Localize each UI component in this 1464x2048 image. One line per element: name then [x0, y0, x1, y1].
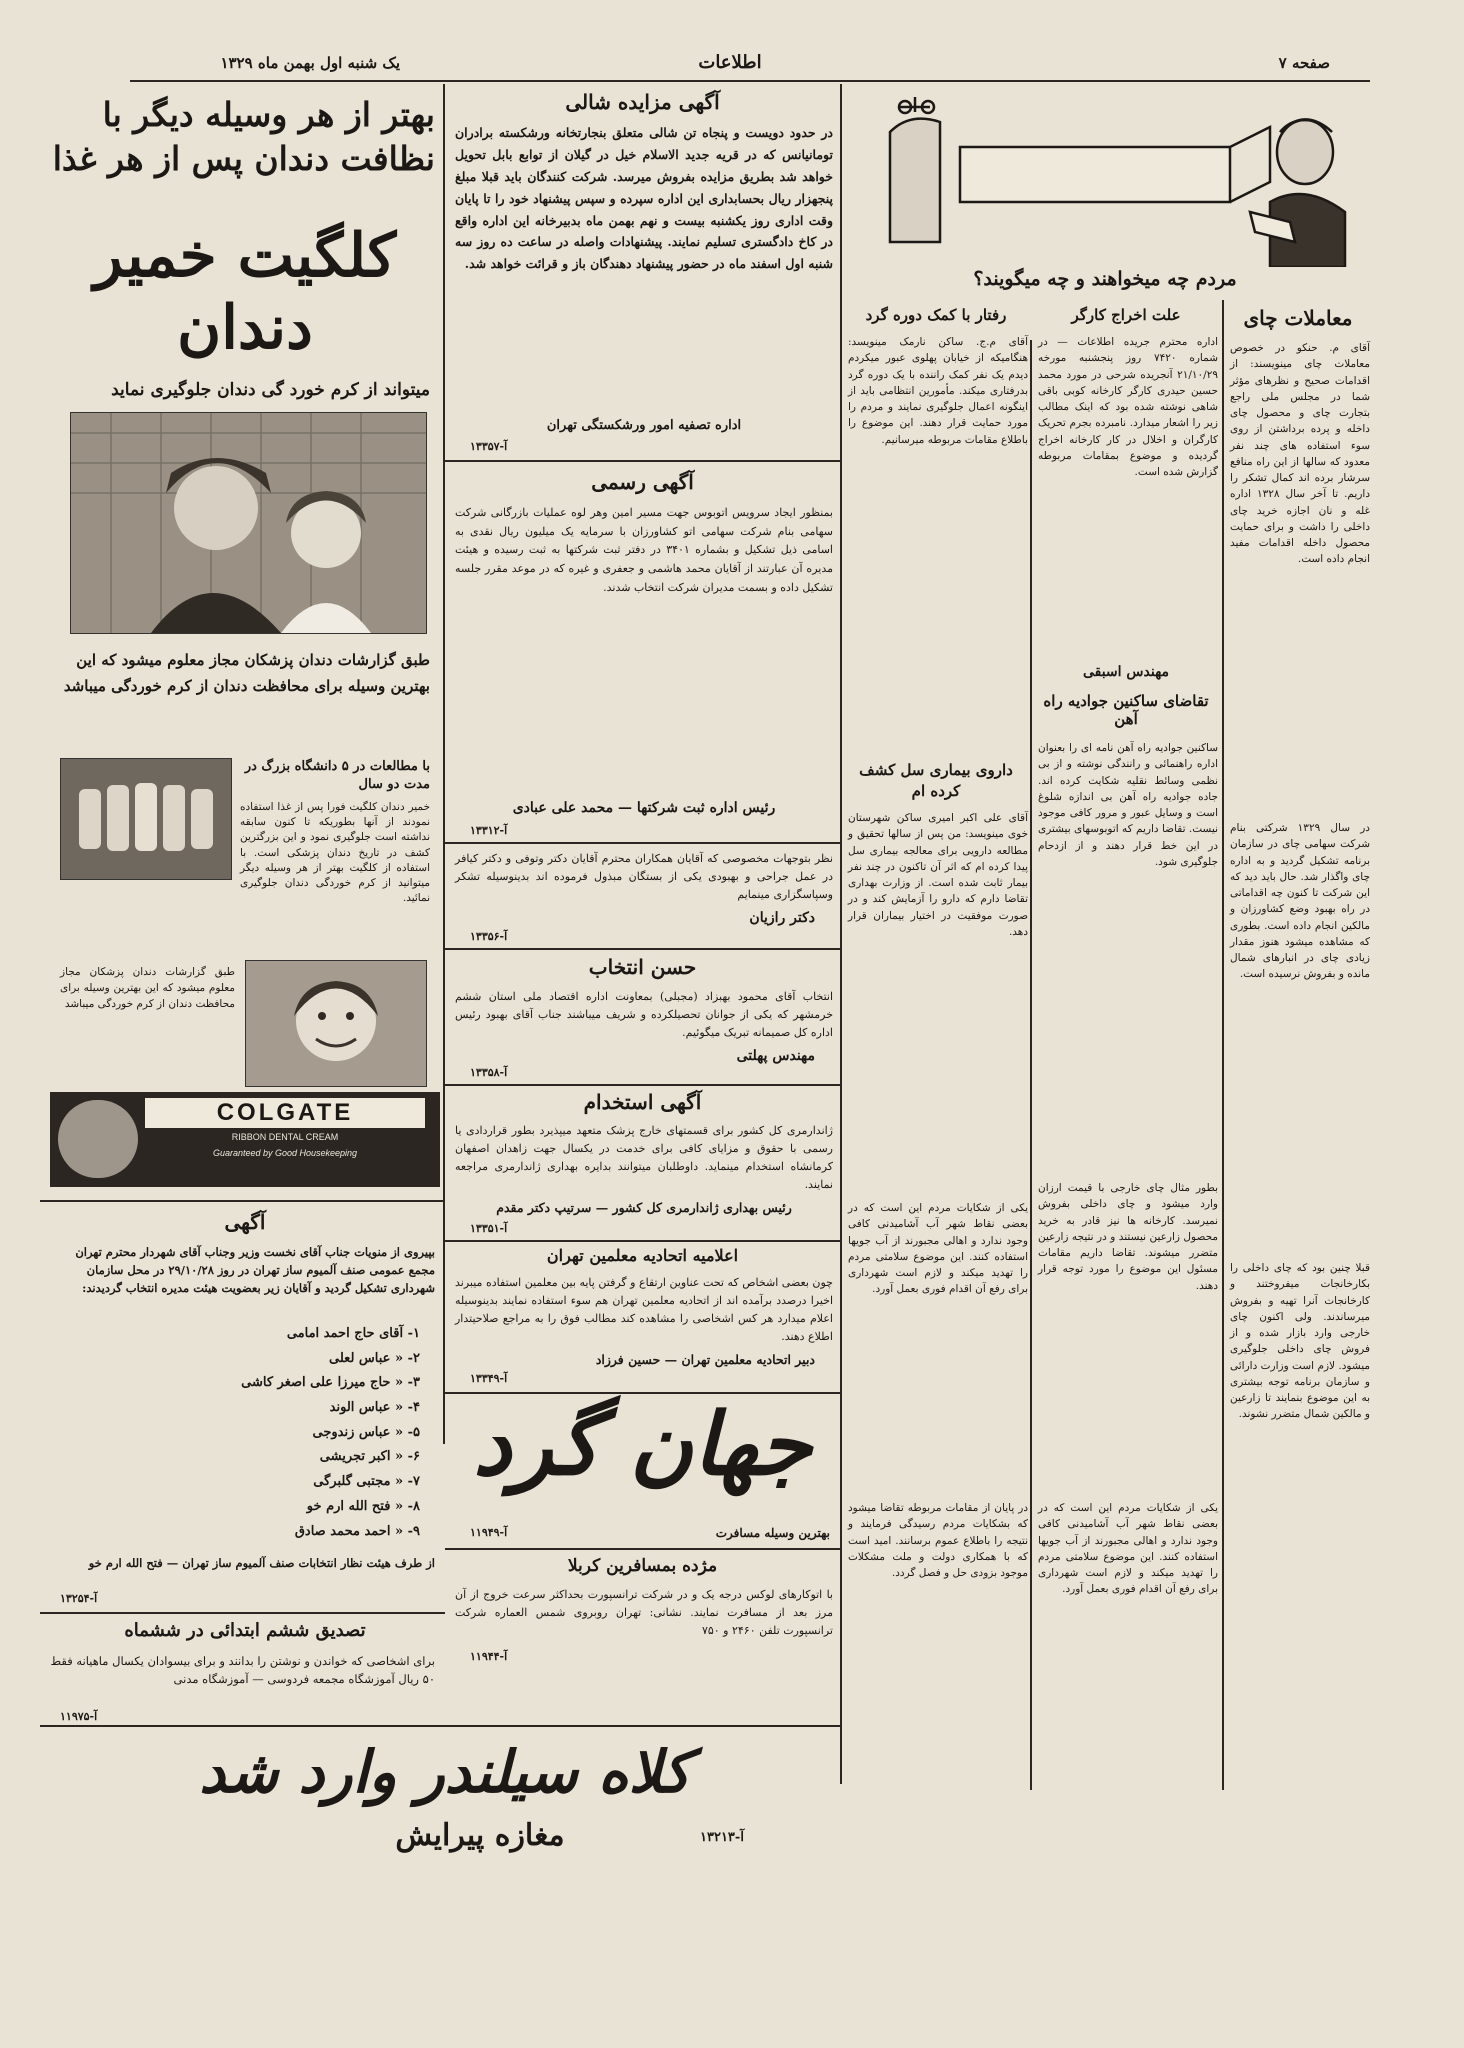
member-row: ۸- « فتح الله ارم خو — [306, 1498, 420, 1514]
thanks-body: نظر بتوجهات مخصوصی که آقایان همکاران محترم آقایان دکتر وتوفی و دکتر کیافر در عمل جراحی و بهبودی یکی از بستگان مبذول فرموده اند بدینوسیله تشکر وسپاسگزاری مینمایم — [455, 852, 833, 902]
notice-title: آگهی — [224, 1210, 266, 1234]
section-rule — [445, 948, 840, 950]
bus-title: رفتار با کمک دوره گرد — [865, 306, 1007, 324]
teachers-union-body: چون بعضی اشخاص که تحت عناوین ارتقاع و گرفتن پایه بین معلمین استفاده میبرند اخیرا درصدد برآمده اند از اتحادیه معلمین تهران هم سوء استفاده نمایند بدینوسیله اعلام میدارد هر کس اشخاصی را مشاهده کند مطالب فوق را به مراجع صلاحیتدار اطلاع دهند. — [455, 1276, 833, 1344]
worker-title: علت اخراج کارگر — [1071, 306, 1181, 324]
section-rule — [40, 1725, 840, 1727]
toothpaste-headline-1: بهتر از هر وسیله دیگر با — [102, 95, 435, 134]
school-code: آ-۱۱۹۷۵ — [60, 1710, 98, 1723]
hats-headline: کلاه سیلندر وارد شد — [199, 1738, 691, 1806]
thanks-signature: دکتر رازیان — [749, 910, 815, 926]
thanks-code: آ-۱۳۳۵۶ — [470, 930, 508, 943]
toothpaste-headline-2: نظافت دندان پس از هر غذا — [52, 139, 435, 178]
member-row: ۴- « عباس الوند — [329, 1400, 420, 1416]
rice-auction-body: در حدود دویست و پنجاه تن شالی متعلق بنجارتخانه ورشکسته برادران تومانیانس که در قریه جدید الاسلام خیل در گیلان از توابع بابل تحویل خواهد شد بطریق مزایده بفروش میرسد. شرکت کنندگان باید قبلا مبلغ پنجهزار ریال بحسابداری این اداره سپرده و سپس پیشنهاد خود را تا پایان وقت اداری روز یکشنبه بیست و نهم بهمن ماه بدبیرخانه این اداره واقع در کاخ دادگستری تسلیم نمایند. پیشنهادات واصله در ساعت ده روز سه شنبه اول اسفند ماه در حضور پیشنهاد دهندگان باز و قرائت خواهد شد. — [455, 125, 834, 272]
school-body: برای اشخاصی که خواندن و نوشتن را بدانند و برای بیسوادان یکسال ماهیانه فقط ۵۰ ریال آموزشگاه مجمعه فردوسی — آموزشگاه مدنی — [50, 1654, 435, 1687]
tea-body-3: قبلا چنین بود که چای داخلی را بکارخانجات میفروختند و کارخانجات آنرا تهیه و بفروش میرساندند. ولی اکنون چای خارجی وارد بازار شده و از فروش چای داخلی جلوگیری میشود. لازم است وزارت دارائی و سازمان برنامه توجه بیشتری به این موضوع بنمایند تا زارعین و مالکین شمال متضرر نشوند. — [1230, 1262, 1370, 1421]
column-rule — [1030, 340, 1032, 1790]
notice-body: بپیروی از منویات جناب آقای نخست وزیر وجناب آقای شهردار محترم تهران مجمع عمومی صنف آلمیوم ساز تهران در روز ۲۹/۱۰/۲۸ در محل سازمان شهرداری تشکیل گردید و آقایان زیر بعضویت هیئت مدیره انتخاب گردیدند: — [75, 1245, 435, 1295]
notice-code: آ-۱۳۲۵۴ — [60, 1592, 98, 1605]
long-article-body-4: یکی از شکایات مردم این است که در بعضی نقاط شهر آب آشامیدنی کافی وجود ندارد و اهالی مجبورند از آب جویها استفاده کنند. این موضوع سلامتی مردم را تهدید میکند و لازم است شهرداری برای رفع آن اقدام فوری بعمل آورد. — [1038, 1502, 1218, 1596]
masthead-paper-name: اطلاعات — [698, 52, 762, 73]
good-selection-body: انتخاب آقای محمود بهبزاد (مجبلی) بمعاونت اداره اقتصاد ملی استان ششم خرمشهر که یکی از جوانان تحصیلکرده و شریف میباشند جناب آقای بهبود رئیس اداره کل صمیمانه تبریک میگوئیم. — [455, 990, 833, 1040]
toothpaste-tagline: میتواند از کرم خورد گی دندان جلوگیری نماید — [111, 380, 430, 400]
member-row: ۳- « حاج میرزا علی اصغر کاشی — [241, 1375, 420, 1391]
section-rule — [445, 1084, 840, 1086]
rice-auction-signature: اداره تصفیه امور ورشکستگی تهران — [546, 418, 742, 433]
school-title: تصدیق ششم ابتدائی در ششماه — [124, 1620, 366, 1641]
karbala-body: با اتوکارهای لوکس درجه یک و در شرکت ترانسپورت بحداکثر سرعت خروج از آن مرز بعد از مسافرت نمایند. نشانی: تهران روبروی شمس العماره شرکت ترانسپورت تلفن ۲۴۶۰ و ۷۵۰ — [455, 1588, 833, 1638]
employment-body: ژاندارمری کل کشور برای قسمتهای خارج پزشک متعهد میپذیرد بطور قراردادی یا رسمی با حقوق و مزایای کافی برای خدمت در یکسال جهت زاهدان اصفهان کرمانشاه استخدام مینماید. داوطلبان میتوانند بدایره بهداری ژاندارمری مراجعه نمایند. — [455, 1124, 833, 1192]
masthead-page-label: صفحه ۷ — [1278, 54, 1330, 72]
long-article-body-1: یکی از شکایات مردم این است که در بعضی نقاط شهر آب آشامیدنی کافی وجود ندارد و اهالی مجبورند از آب جویها استفاده کنند. این موضوع سلامتی مردم را تهدید میکند و لازم است شهرداری برای رفع آن اقدام فوری بعمل آورد. — [848, 1202, 1028, 1296]
tea-body-2: در سال ۱۳۲۹ شرکتی بنام شرکت سهامی چای در سازمان برنامه تشکیل گردید و به اداره چای واگذار شد. حال باید دید که این شرکت تا کنون چه اقداماتی در راه بهبود وضع کشاورزان و مالکین انجام داده است. بطوری که مشاهده میشود هنوز مقدار زیادی چای در انبارهای شمال مانده و بفروش نرسیده است. — [1230, 822, 1370, 981]
column-rule — [840, 84, 842, 1784]
employment-signature: رئیس بهداری ژاندارمری کل کشور — سرتیپ دکتر مقدم — [496, 1200, 792, 1215]
member-row: ۶- « اکبر تجریشی — [319, 1449, 420, 1465]
employment-code: آ-۱۳۳۵۱ — [470, 1222, 508, 1235]
masthead-rule — [130, 80, 1370, 82]
official-notice-body: بمنظور ایجاد سرویس اتوبوس جهت مسیر امین وهر لوه عملیات بازرگانی شرکت سهامی بنام شرکت سهامی اتو کشاورزان با سرمایه یک میلیون ریال نقدی به اسامی ذیل تشکیل و بشماره ۳۴۰۱ در دفتر ثبت شرکتها به ثبت رسیده و هیئت مدیره آن عبارتند از آقایان محمد هاشمی و جعفری و غیره که در موعد مقرر جلسه تشکیل داده و بسمت مدیران شرکت انتخاب شدند. — [455, 506, 833, 594]
member-row: ۱- آقای حاج احمد امامی — [286, 1326, 420, 1341]
teachers-union-code: آ-۱۳۳۴۹ — [470, 1372, 508, 1385]
man-portrait-icon — [58, 1100, 138, 1178]
colgate-brand: COLGATE — [145, 1098, 425, 1128]
teachers-union-signature: دبیر اتحادیه معلمین تهران — حسین فرزاد — [595, 1352, 815, 1367]
colgate-badge: Guaranteed by Good Housekeeping — [212, 1148, 358, 1158]
cartoon-illustration — [850, 92, 1360, 267]
rice-auction-title: آگهی مزایده شالی — [565, 90, 720, 114]
section-rule — [445, 460, 840, 462]
section-rule — [445, 842, 840, 844]
good-selection-signature: مهندس پهلتی — [736, 1048, 815, 1064]
teeth-photo — [60, 758, 232, 880]
research-body-2: طبق گزارشات دندان پزشکان مجاز معلوم میشود که این بهترین وسیله برای محافظت دندان از کرم خوردگی میباشد — [60, 966, 235, 1010]
member-row: ۷- « مجتبی گلبرگی — [313, 1474, 420, 1490]
hats-code: آ-۱۳۲۱۳ — [700, 1830, 744, 1845]
section-rule — [40, 1200, 445, 1202]
mother-child-photo — [70, 412, 427, 634]
rice-auction-code: آ-۱۳۳۵۷ — [470, 440, 508, 453]
tea-title: معاملات چای — [1243, 306, 1353, 330]
worker-signature: مهندس اسبقی — [1082, 664, 1170, 680]
section-rule — [445, 1548, 840, 1550]
cartoon-caption: مردم چه میخواهند و چه میگویند؟ — [973, 268, 1237, 290]
bus-body: آقای م.ج. ساکن نارمک مینویسد: هنگامیکه از خیابان پهلوی عبور میکردم دیدم یک نفر کمک راننده با یک دوره گرد بدرفتاری میکند. مأمورین انتظامی باید از اینگونه اعمال جلوگیری نمایند و مردم را مورد حمایت قرار دهند. این موضوع را باطلاع مقامات مربوطه میرسانیم. — [848, 336, 1028, 446]
official-notice-code: آ-۱۳۳۱۲ — [470, 824, 508, 837]
tea-body-1: آقای م. حنکو در خصوص معاملات چای مینویسند: از اقدامات صحیح و نظرهای مؤثر شما در مجلس ملی راجع بتجارت چای و محصول چای داخله و پرده برداشتن از روی سوء استفاده های چند نفر معدود که سالها از این راه منافع سرشار برده اند کمال تشکر را داریم. تا آخر سال ۱۳۲۸ اداره غله و نان اجازه خرید چای داخلی را داشت و برای حمایت محصول داخله اقدامات مفید انجام داده است. — [1230, 342, 1370, 566]
notice-footer: از طرف هیئت نظار انتخابات صنف آلمیوم ساز تهران — فتح الله ارم خو — [88, 1556, 435, 1570]
toothpaste-body-1: طبق گزارشات دندان پزشکان مجاز معلوم میشود که این بهترین وسیله برای محافظت دندان از کرم خوردگی میباشد — [63, 651, 430, 695]
official-notice-title: آگهی رسمی — [591, 470, 694, 494]
hats-shop: مغازه پیرایش — [395, 1818, 565, 1853]
long-article-body-2: بطور مثال چای خارجی با قیمت ارزان وارد میشود و چای داخلی بفروش نمیرسد. کارخانه ها نیز قادر به خرید محصول زارعین نیستند و در نتیجه زارعین متضرر میشوند. تقاضا داریم مقامات مسئول این موضوع را مورد توجه قرار دهند. — [1038, 1182, 1218, 1292]
teachers-union-title: اعلامیه اتحادیه معلمین تهران — [546, 1246, 739, 1265]
medicine-title: داروی بیماری سل کشف کرده ام — [859, 761, 1013, 800]
railway-title: تقاضای ساکنین جوادیه راه آهن — [1043, 692, 1209, 728]
medicine-body: آقای علی اکبر امیری ساکن شهرستان خوی مینویسد: من پس از سالها تحقیق و مطالعه دارویی برای معالجه بیماری سل پیدا کرده ام که اثر آن تاکنون در چند نفر بیمار ثابت شده است. از وزارت بهداری تقاضا دارم که دارو را آزمایش کند و در صورت موفقیت در اختیار بیماران قرار دهد. — [848, 812, 1028, 938]
jahangard-title: جهان گرد — [473, 1394, 812, 1495]
research-body: خمیر دندان کلگیت فورا پس از غذا استفاده نمودند از آنها بطوریکه تا کنون سابقه نداشته است جلوگیری نمود و این بزرگترین کشف در تاریخ دندان پزشکی است. با استفاده از کلگیت بهتر از هر وسیله دیگر میتوانید از کرم خوردگی دندان جلوگیری نمائید. — [240, 801, 430, 905]
member-row: ۵- « عباس زندوجی — [312, 1424, 420, 1440]
long-article-body-3: در پایان از مقامات مربوطه تقاضا میشود که بشکایات مردم رسیدگی فرمایند و نتیجه را باطلاع عموم برسانند. امید است که با همکاری دولت و ملت مشکلات موجود بزودی حل و فصل گردد. — [848, 1502, 1028, 1580]
colgate-package — [50, 1092, 440, 1187]
masthead-date: یک شنبه اول بهمن ماه ۱۳۲۹ — [220, 54, 400, 72]
jahangard-code: آ-۱۱۹۴۹ — [470, 1526, 508, 1539]
official-notice-signature: رئیس اداره ثبت شرکتها — محمد علی عبادی — [512, 800, 776, 816]
karbala-title: مژده بمسافرین کربلا — [567, 1556, 718, 1576]
girl-smiling-photo — [245, 960, 427, 1087]
good-selection-title: حسن انتخاب — [588, 955, 697, 979]
notice-members — [120, 1322, 420, 1544]
jahangard-sub: بهترین وسیله مسافرت — [715, 1526, 830, 1540]
member-row: ۹- « احمد محمد صادق — [294, 1523, 420, 1539]
employment-title: آگهی استخدام — [583, 1090, 702, 1114]
column-rule — [1222, 300, 1224, 1790]
section-rule — [445, 1240, 840, 1242]
good-selection-code: آ-۱۳۳۵۸ — [470, 1066, 508, 1079]
colgate-sub: RIBBON DENTAL CREAM — [231, 1132, 339, 1142]
railway-body: ساکنین جوادیه راه آهن نامه ای را بعنوان اداره راهنمائی و رانندگی نوشته و از بی نظمی وسائط نقلیه شکایت کرده اند. جاده جوادیه راه آهن بی اندازه شلوغ است و وسایل عبور و مرور کافی موجود نیست. تقاضا داریم که اتوبوسهای بیشتری در این خط قرار دهند و از ازدحام جلوگیری شود. — [1038, 742, 1218, 868]
member-row: ۲- « عباس لعلی — [329, 1350, 420, 1366]
toothpaste-brand: کلگیت خمیر دندان — [93, 221, 397, 363]
section-rule — [40, 1612, 445, 1614]
worker-body: اداره محترم جریده اطلاعات — در شماره ۷۴۲۰ روز پنجشنبه مورخه ۲۱/۱۰/۲۹ آنجریده شرحی در مورد محمد حسین حیدری کارگر کارخانه کوبی باقی شاهی نوشته شده بود که اینک مطالب زیر را اشعار میدارد. نامبرده بجرم تحریک کارگران و اخلال در کار کارخانه اخراج گردیده و موضوع بمقامات مربوطه گزارش شده است. — [1038, 336, 1219, 479]
research-title: با مطالعات در ۵ دانشگاه بزرگ در مدت دو سال — [244, 759, 430, 793]
karbala-code: آ-۱۱۹۴۴ — [470, 1650, 508, 1663]
